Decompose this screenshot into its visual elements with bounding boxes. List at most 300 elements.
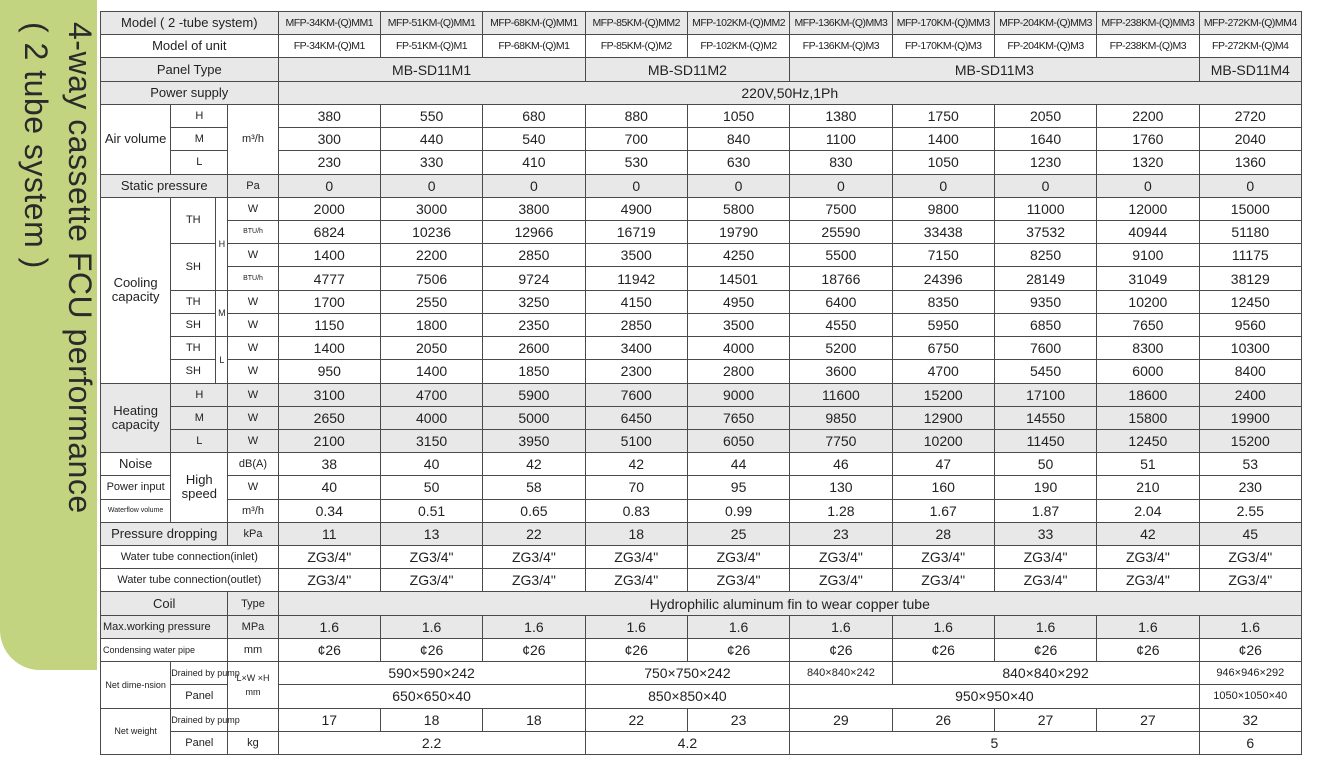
value-cell: 1400 (380, 360, 482, 383)
value-cell: 23 (790, 522, 892, 545)
value-cell: 7506 (380, 267, 482, 290)
value-cell: ¢26 (483, 638, 585, 661)
value-cell: 8350 (892, 290, 994, 313)
table-cell: 840×840×292 (892, 662, 1199, 685)
table-cell: W (228, 337, 278, 360)
value-cell: 3600 (790, 360, 892, 383)
value-cell: 19790 (687, 220, 789, 243)
value-cell: 2040 (1199, 128, 1301, 151)
table-cell: Type (228, 592, 278, 615)
value-cell: 1050 (892, 151, 994, 174)
value-cell: 40 (278, 476, 380, 499)
unit-row (101, 35, 1302, 58)
table-cell: W (228, 313, 278, 336)
value-cell: 5000 (483, 406, 585, 429)
weight-panel-row (101, 731, 1302, 754)
value-cell: 12966 (483, 220, 585, 243)
side-title-panel (0, 0, 97, 670)
cool-l-th-row (101, 337, 1302, 360)
heat-l-row (101, 429, 1302, 452)
table-cell: W (228, 197, 278, 220)
table-cell: L (216, 337, 228, 383)
row-label: Condensing water pipe (101, 638, 228, 661)
outlet-row (101, 569, 1302, 592)
model-cell: MFP-136KM-(Q)MM3 (790, 12, 892, 35)
value-cell: ¢26 (1097, 638, 1199, 661)
table-cell: H (216, 197, 228, 290)
value-cell: 2400 (1199, 383, 1301, 406)
row-label: Power supply (101, 81, 279, 104)
table-cell: W (228, 290, 278, 313)
value-cell: ZG3/4" (994, 546, 1096, 569)
value-cell: 4550 (790, 313, 892, 336)
value-cell: ZG3/4" (687, 546, 789, 569)
value-cell: 10236 (380, 220, 482, 243)
value-cell: 1230 (994, 151, 1096, 174)
unit-cell: FP-238KM-(Q)M3 (1097, 35, 1199, 58)
value-cell: 4000 (380, 406, 482, 429)
table-cell: SH (171, 313, 216, 336)
panel-cell: MB-SD11M1 (278, 58, 585, 81)
value-cell: 1.6 (380, 615, 482, 638)
value-cell: 1.6 (1199, 615, 1301, 638)
value-cell: 14550 (994, 406, 1096, 429)
value-cell: 22 (585, 708, 687, 731)
value-cell: 0.83 (585, 499, 687, 522)
value-cell: 13 (380, 522, 482, 545)
value-cell: 11600 (790, 383, 892, 406)
value-cell: 8400 (1199, 360, 1301, 383)
value-cell: 0 (994, 174, 1096, 197)
value-cell: 51 (1097, 453, 1199, 476)
value-cell: 6850 (994, 313, 1096, 336)
value-cell: 11942 (585, 267, 687, 290)
value-cell: 38129 (1199, 267, 1301, 290)
value-cell: 2720 (1199, 104, 1301, 127)
value-cell: 0 (380, 174, 482, 197)
value-cell: 12900 (892, 406, 994, 429)
value-cell: 2050 (994, 104, 1096, 127)
value-cell: 44 (687, 453, 789, 476)
value-cell: 8250 (994, 244, 1096, 267)
weight-drained-row (101, 708, 1302, 731)
waterflow-row (101, 499, 1302, 522)
value-cell: 12000 (1097, 197, 1199, 220)
table-cell: L (171, 151, 228, 174)
value-cell: 3800 (483, 197, 585, 220)
value-cell: 28 (892, 522, 994, 545)
value-cell: 1.6 (790, 615, 892, 638)
value-cell: 3000 (380, 197, 482, 220)
value-cell: 160 (892, 476, 994, 499)
row-label: Panel Type (101, 58, 279, 81)
value-cell: 0 (892, 174, 994, 197)
value-cell: 11450 (994, 429, 1096, 452)
cool-m-th-row (101, 290, 1302, 313)
value-cell: 18 (585, 522, 687, 545)
table-cell: TH (171, 290, 216, 313)
value-cell: 2100 (278, 429, 380, 452)
cool-sh-btu-row (101, 267, 1302, 290)
table-cell: W (228, 476, 278, 499)
value-cell: 6000 (1097, 360, 1199, 383)
value-cell: 27 (1097, 708, 1199, 731)
row-label: Max.working pressure (101, 615, 228, 638)
table-cell: H (171, 104, 228, 127)
value-cell: 22 (483, 522, 585, 545)
value-cell: 46 (790, 453, 892, 476)
table-cell: M (171, 128, 228, 151)
value-cell: 0.65 (483, 499, 585, 522)
value-cell: ZG3/4" (790, 546, 892, 569)
value-cell: 7500 (790, 197, 892, 220)
value-cell: 9724 (483, 267, 585, 290)
value-cell: 95 (687, 476, 789, 499)
value-cell: 4777 (278, 267, 380, 290)
value-cell: ZG3/4" (790, 569, 892, 592)
value-cell: 50 (380, 476, 482, 499)
value-cell: ZG3/4" (278, 546, 380, 569)
value-cell: 33 (994, 522, 1096, 545)
heat-h-row (101, 383, 1302, 406)
value-cell: 9850 (790, 406, 892, 429)
value-cell: 840 (687, 128, 789, 151)
value-cell: 1750 (892, 104, 994, 127)
unit-cell: FP-68KM-(Q)M1 (483, 35, 585, 58)
value-cell: 1380 (790, 104, 892, 127)
value-cell: ZG3/4" (892, 546, 994, 569)
value-cell: 6050 (687, 429, 789, 452)
model-cell: MFP-34KM-(Q)MM1 (278, 12, 380, 35)
value-cell: 230 (278, 151, 380, 174)
cool-th-btu-row (101, 220, 1302, 243)
value-cell: 7600 (585, 383, 687, 406)
value-cell: 7600 (994, 337, 1096, 360)
table-cell: 840×840×242 (790, 662, 892, 685)
value-cell: 18 (380, 708, 482, 731)
model-cell: MFP-51KM-(Q)MM1 (380, 12, 482, 35)
value-cell: 1760 (1097, 128, 1199, 151)
row-label: Water tube connection(outlet) (101, 569, 279, 592)
value-cell: 18600 (1097, 383, 1199, 406)
table-cell: SH (171, 360, 216, 383)
value-cell: 2600 (483, 337, 585, 360)
air-h-row (101, 104, 1302, 127)
value-cell: 23 (687, 708, 789, 731)
row-label: Net weight (101, 708, 171, 754)
value-cell: ¢26 (892, 638, 994, 661)
value-cell: 950 (278, 360, 380, 383)
row-label: Waterflow volume (101, 499, 171, 522)
value-cell: 40 (380, 453, 482, 476)
value-cell: 4700 (380, 383, 482, 406)
value-cell: 7150 (892, 244, 994, 267)
value-cell: 4150 (585, 290, 687, 313)
heat-m-row (101, 406, 1302, 429)
value-cell: 6400 (790, 290, 892, 313)
value-cell: 3500 (585, 244, 687, 267)
value-cell: ZG3/4" (1199, 546, 1301, 569)
value-cell: 210 (1097, 476, 1199, 499)
value-cell: 1.67 (892, 499, 994, 522)
value-cell: 0.99 (687, 499, 789, 522)
value-cell: 2000 (278, 197, 380, 220)
static-row (101, 174, 1302, 197)
value-cell: 7650 (687, 406, 789, 429)
spec-table (100, 11, 1302, 755)
value-cell: 230 (1199, 476, 1301, 499)
value-cell: 2550 (380, 290, 482, 313)
table-cell: kPa (228, 522, 278, 545)
value-cell: 4700 (892, 360, 994, 383)
value-cell: 10200 (1097, 290, 1199, 313)
value-cell: 2350 (483, 313, 585, 336)
inlet-row (101, 546, 1302, 569)
value-cell: 3950 (483, 429, 585, 452)
table-cell: 2.2 (278, 731, 585, 754)
value-cell: 6450 (585, 406, 687, 429)
air-l-row (101, 151, 1302, 174)
value-cell: 47 (892, 453, 994, 476)
table-cell: W (228, 429, 278, 452)
cool-m-sh-row (101, 313, 1302, 336)
value-cell: 15800 (1097, 406, 1199, 429)
row-label: Water tube connection(inlet) (101, 546, 279, 569)
value-cell: 2800 (687, 360, 789, 383)
value-cell: ZG3/4" (1199, 569, 1301, 592)
unit-cell: FP-272KM-(Q)M4 (1199, 35, 1301, 58)
table-cell: 5 (790, 731, 1199, 754)
model-cell: MFP-272KM-(Q)MM4 (1199, 12, 1301, 35)
row-label: Net dime-nsion (101, 662, 171, 708)
panel-row (101, 58, 1302, 81)
value-cell: 0 (278, 174, 380, 197)
table-cell: Pa (228, 174, 278, 197)
value-cell: 42 (585, 453, 687, 476)
row-label: Noise (101, 453, 171, 476)
value-cell: 9100 (1097, 244, 1199, 267)
value-cell: 380 (278, 104, 380, 127)
table-cell: Panel (171, 685, 228, 708)
value-cell: 9350 (994, 290, 1096, 313)
value-cell: 32 (1199, 708, 1301, 731)
model-cell: MFP-68KM-(Q)MM1 (483, 12, 585, 35)
pressure-drop-row (101, 522, 1302, 545)
value-cell: 2300 (585, 360, 687, 383)
value-cell: 25 (687, 522, 789, 545)
coil-cell: Hydrophilic aluminum fin to wear copper tube (278, 592, 1301, 615)
value-cell: 630 (687, 151, 789, 174)
value-cell: 0.34 (278, 499, 380, 522)
unit-cell: FP-204KM-(Q)M3 (994, 35, 1096, 58)
value-cell: 700 (585, 128, 687, 151)
value-cell: 2200 (380, 244, 482, 267)
value-cell: ZG3/4" (483, 546, 585, 569)
table-cell: W (228, 406, 278, 429)
value-cell: 1.6 (585, 615, 687, 638)
value-cell: 0 (1199, 174, 1301, 197)
dim-panel-row (101, 685, 1302, 708)
unit-cell: FP-34KM-(Q)M1 (278, 35, 380, 58)
value-cell: 5200 (790, 337, 892, 360)
power-cell: 220V,50Hz,1Ph (278, 81, 1301, 104)
value-cell: 0 (483, 174, 585, 197)
noise-row (101, 453, 1302, 476)
table-cell: m³/h (228, 499, 278, 522)
value-cell: 1640 (994, 128, 1096, 151)
table-cell: L (171, 429, 228, 452)
coil-row (101, 592, 1302, 615)
table-cell: 590×590×242 (278, 662, 585, 685)
value-cell: ZG3/4" (380, 569, 482, 592)
value-cell: 5100 (585, 429, 687, 452)
value-cell: 4250 (687, 244, 789, 267)
table-cell: High speed (171, 453, 228, 523)
value-cell: 7650 (1097, 313, 1199, 336)
value-cell: 6750 (892, 337, 994, 360)
value-cell: 0 (790, 174, 892, 197)
value-cell: 45 (1199, 522, 1301, 545)
dim-drained-row (101, 662, 1302, 685)
table-cell: kg (228, 731, 278, 754)
value-cell: 31049 (1097, 267, 1199, 290)
value-cell: 15000 (1199, 197, 1301, 220)
value-cell: 1.6 (687, 615, 789, 638)
value-cell: 3250 (483, 290, 585, 313)
value-cell: ¢26 (278, 638, 380, 661)
air-m-row (101, 128, 1302, 151)
value-cell: ¢26 (790, 638, 892, 661)
value-cell: 330 (380, 151, 482, 174)
value-cell: 27 (994, 708, 1096, 731)
table-cell: m³/h (228, 104, 278, 174)
value-cell: 9000 (687, 383, 789, 406)
value-cell: 8300 (1097, 337, 1199, 360)
unit-cell: FP-85KM-(Q)M2 (585, 35, 687, 58)
value-cell: 0 (1097, 174, 1199, 197)
value-cell: 37532 (994, 220, 1096, 243)
cool-sh-w-row (101, 244, 1302, 267)
value-cell: 1.6 (278, 615, 380, 638)
value-cell: 26 (892, 708, 994, 731)
value-cell: 42 (1097, 522, 1199, 545)
value-cell: 2200 (1097, 104, 1199, 127)
row-label: Pressure dropping (101, 522, 228, 545)
row-label: Air volume (101, 104, 171, 174)
value-cell: 15200 (1199, 429, 1301, 452)
cool-th-w-row (101, 197, 1302, 220)
value-cell: ZG3/4" (1097, 569, 1199, 592)
model-cell: MFP-238KM-(Q)MM3 (1097, 12, 1199, 35)
value-cell: 2050 (380, 337, 482, 360)
value-cell: ZG3/4" (994, 569, 1096, 592)
value-cell: 2.04 (1097, 499, 1199, 522)
value-cell: 1.6 (892, 615, 994, 638)
value-cell: 10300 (1199, 337, 1301, 360)
value-cell: 12450 (1097, 429, 1199, 452)
table-cell: M (216, 290, 228, 336)
value-cell: 28149 (994, 267, 1096, 290)
table-cell: 650×650×40 (278, 685, 585, 708)
value-cell: 410 (483, 151, 585, 174)
condensing-row (101, 638, 1302, 661)
value-cell: ZG3/4" (585, 546, 687, 569)
value-cell: ¢26 (687, 638, 789, 661)
value-cell: 0.51 (380, 499, 482, 522)
table-cell: BTU/h (228, 267, 278, 290)
table-cell: 750×750×242 (585, 662, 790, 685)
unit-cell: FP-136KM-(Q)M3 (790, 35, 892, 58)
panel-cell: MB-SD11M4 (1199, 58, 1301, 81)
value-cell: 530 (585, 151, 687, 174)
value-cell: 14501 (687, 267, 789, 290)
value-cell: 3400 (585, 337, 687, 360)
table-cell: W (228, 383, 278, 406)
value-cell: 7750 (790, 429, 892, 452)
row-label: Heating capacity (101, 383, 171, 453)
value-cell: 11175 (1199, 244, 1301, 267)
value-cell: 3100 (278, 383, 380, 406)
value-cell: 1400 (278, 337, 380, 360)
value-cell: 1100 (790, 128, 892, 151)
value-cell: 33438 (892, 220, 994, 243)
value-cell: 1.28 (790, 499, 892, 522)
table-cell: 950×950×40 (790, 685, 1199, 708)
panel-cell: MB-SD11M2 (585, 58, 790, 81)
value-cell: 2850 (483, 244, 585, 267)
value-cell: 2850 (585, 313, 687, 336)
value-cell: 9560 (1199, 313, 1301, 336)
value-cell: 4950 (687, 290, 789, 313)
value-cell: 1700 (278, 290, 380, 313)
value-cell: 51180 (1199, 220, 1301, 243)
value-cell: 53 (1199, 453, 1301, 476)
value-cell: 10200 (892, 429, 994, 452)
row-label: Model of unit (101, 35, 279, 58)
table-cell: mm (228, 638, 278, 661)
value-cell: 1400 (278, 244, 380, 267)
value-cell: 190 (994, 476, 1096, 499)
value-cell: ZG3/4" (380, 546, 482, 569)
value-cell: 3500 (687, 313, 789, 336)
value-cell: 5800 (687, 197, 789, 220)
value-cell: 1800 (380, 313, 482, 336)
value-cell: 440 (380, 128, 482, 151)
value-cell: 830 (790, 151, 892, 174)
table-cell: SH (171, 244, 216, 290)
unit-cell: FP-102KM-(Q)M2 (687, 35, 789, 58)
value-cell: ZG3/4" (278, 569, 380, 592)
value-cell: 680 (483, 104, 585, 127)
table-cell: Drained by pump (171, 708, 228, 731)
value-cell: 1400 (892, 128, 994, 151)
value-cell: 300 (278, 128, 380, 151)
model-cell: MFP-170KM-(Q)MM3 (892, 12, 994, 35)
value-cell: 3150 (380, 429, 482, 452)
value-cell: 1360 (1199, 151, 1301, 174)
value-cell: 17 (278, 708, 380, 731)
value-cell: 16719 (585, 220, 687, 243)
model-row (101, 12, 1302, 35)
table-cell: 946×946×292 (1199, 662, 1301, 685)
value-cell: 1.6 (483, 615, 585, 638)
table-cell: TH (171, 197, 216, 243)
value-cell: 18766 (790, 267, 892, 290)
value-cell: ZG3/4" (1097, 546, 1199, 569)
row-label: Power input (101, 476, 171, 499)
value-cell: 130 (790, 476, 892, 499)
value-cell: 50 (994, 453, 1096, 476)
